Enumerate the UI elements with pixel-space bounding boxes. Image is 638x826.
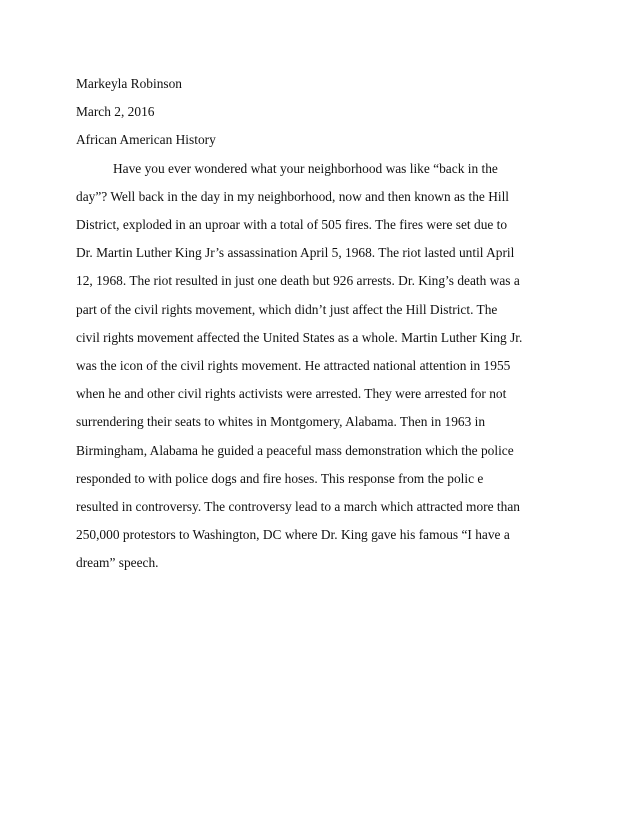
essay-line: when he and other civil rights activists were arrested. They were arrested for not xyxy=(76,386,507,402)
essay-line: surrendering their seats to whites in Montgomery, Alabama. Then in 1963 in xyxy=(76,414,486,430)
author-name: Markeyla Robinson xyxy=(76,76,182,91)
essay-line: responded to with police dogs and fire hoses. This response from the polic e xyxy=(76,470,484,486)
essay-line: resulted in controversy. The controversy lead to a march which attracted more than xyxy=(76,499,520,515)
essay-line: Dr. Martin Luther King Jr’s assassination April 5, 1968. The riot lasted until April xyxy=(76,245,515,261)
essay-line: was the icon of the civil rights movement. He attracted national attention in 1955 xyxy=(76,358,511,374)
document-date: March 2, 2016 xyxy=(76,104,155,120)
essay-line: Birmingham, Alabama he guided a peaceful mass demonstration which the police xyxy=(76,442,514,458)
essay-line: 12, 1968. The riot resulted in just one death but 926 arrests. Dr. King’s death was a xyxy=(76,273,520,289)
essay-line: dream” speech. xyxy=(76,555,159,571)
essay-line: 250,000 protestors to Washington, DC where Dr. King gave his famous “I have a xyxy=(76,527,510,543)
essay-line: District, exploded in an uproar with a total of 505 fires. The fires were set due to xyxy=(76,217,508,233)
document-text xyxy=(76,70,566,578)
essay-line: civil rights movement affected the United States as a whole. Martin Luther King Jr. xyxy=(76,329,523,345)
essay-line: day”? Well back in the day in my neighborhood, now and then known as the Hill xyxy=(76,188,510,204)
essay-line: Have you ever wondered what your neighborhood was like “back in the xyxy=(113,160,498,176)
course-title: African American History xyxy=(76,132,216,148)
essay-paragraph xyxy=(76,155,566,578)
essay-line: part of the civil rights movement, which didn’t just affect the Hill District. The xyxy=(76,301,498,317)
